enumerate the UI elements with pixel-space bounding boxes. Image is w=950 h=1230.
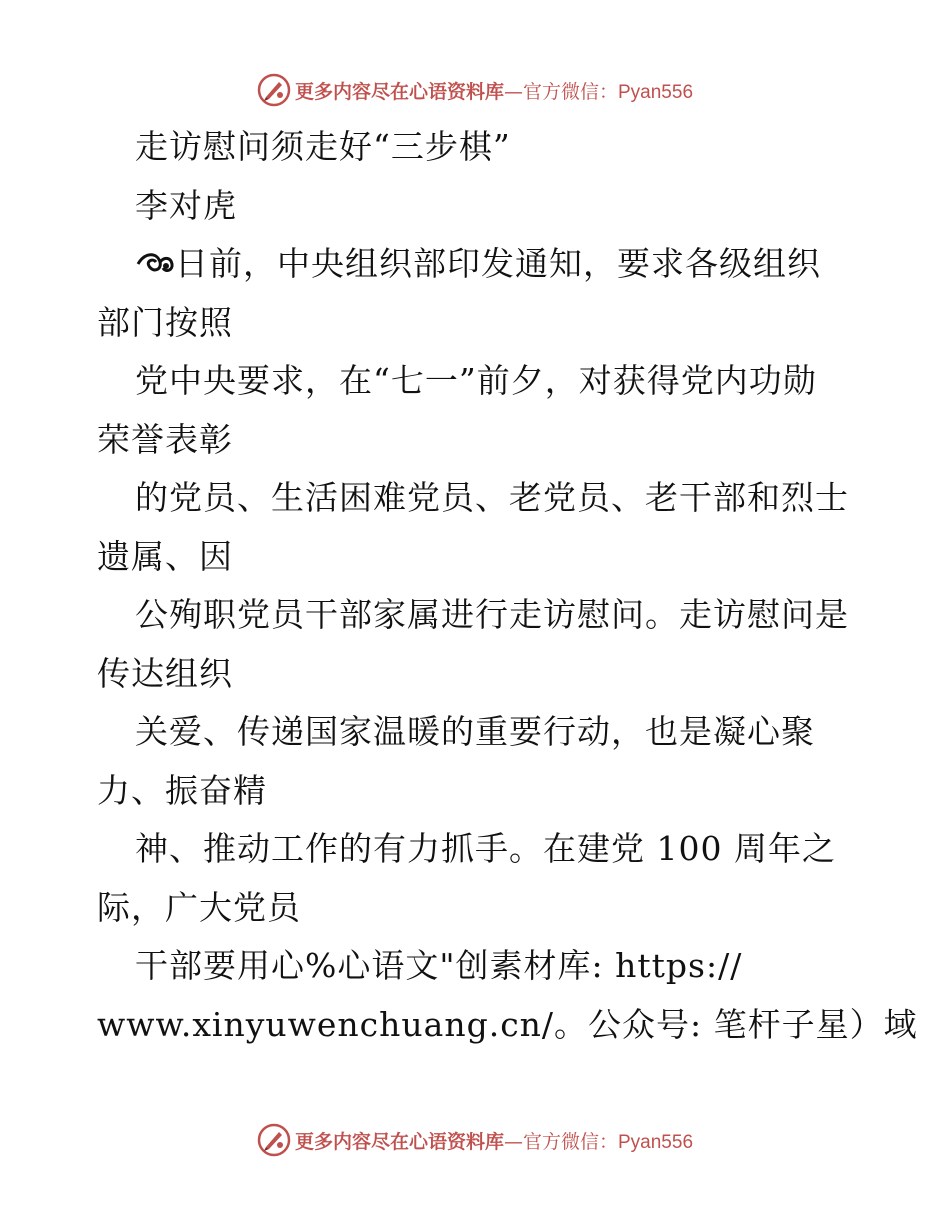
header-banner-title: 更多内容尽在心语资料库: [294, 80, 504, 103]
header-banner-wechat-label: —官方微信：: [503, 80, 618, 103]
footer-banner-wechat-id: Pyan556: [618, 1131, 694, 1153]
doc-author: 李对虎: [135, 185, 237, 225]
doc-line-2: 部门按照: [97, 302, 233, 342]
footer-banner: [0, 1120, 950, 1160]
footer-banner-title: 更多内容尽在心语资料库: [294, 1130, 504, 1153]
doc-line-3: 党中央要求，在“七一”前夕，对获得党内功勋: [135, 361, 817, 400]
footer-banner-text: [295, 1127, 693, 1154]
doc-line-13: 干部要用心%心语文"创素材库: https://: [135, 946, 743, 985]
doc-line-7: 公殉职党员干部家属进行走访慰问。走访慰问是: [135, 595, 849, 634]
quill-pen-logo-icon: [257, 1123, 291, 1157]
doc-line-4: 荣誉表彰: [97, 419, 233, 459]
doc-line-5: 的党员、生活困难党员、老党员、老干部和烈士: [135, 478, 849, 517]
doc-line-6: 遗属、因: [97, 536, 233, 576]
document-body: [97, 118, 918, 1054]
doc-line-12: 际，广大党员: [97, 887, 301, 927]
header-banner: [0, 70, 950, 110]
doc-line-10: 力、振奋精: [97, 770, 267, 810]
doc-title: 走访慰问须走好“三步棋”: [135, 127, 511, 166]
doc-line-8: 传达组织: [97, 653, 233, 693]
doc-line-14: www.xinyuwenchuang.cn/。公众号: 笔杆子星）域: [97, 1004, 918, 1044]
footer-banner-wechat-label: —官方微信：: [503, 1130, 618, 1153]
ornament-bullet-icon: [135, 248, 175, 278]
doc-line-11: 神、推动工作的有力抓手。在建党 100 周年之: [135, 829, 836, 868]
header-banner-wechat-id: Pyan556: [618, 81, 694, 103]
header-banner-text: [295, 77, 693, 104]
quill-pen-logo-icon: [257, 73, 291, 107]
doc-line-9: 关爱、传递国家温暖的重要行动，也是凝心聚: [135, 712, 815, 751]
doc-line-1-text: 日前，中央组织部印发通知，要求各级组织: [175, 244, 821, 283]
doc-line-1: [97, 235, 897, 294]
